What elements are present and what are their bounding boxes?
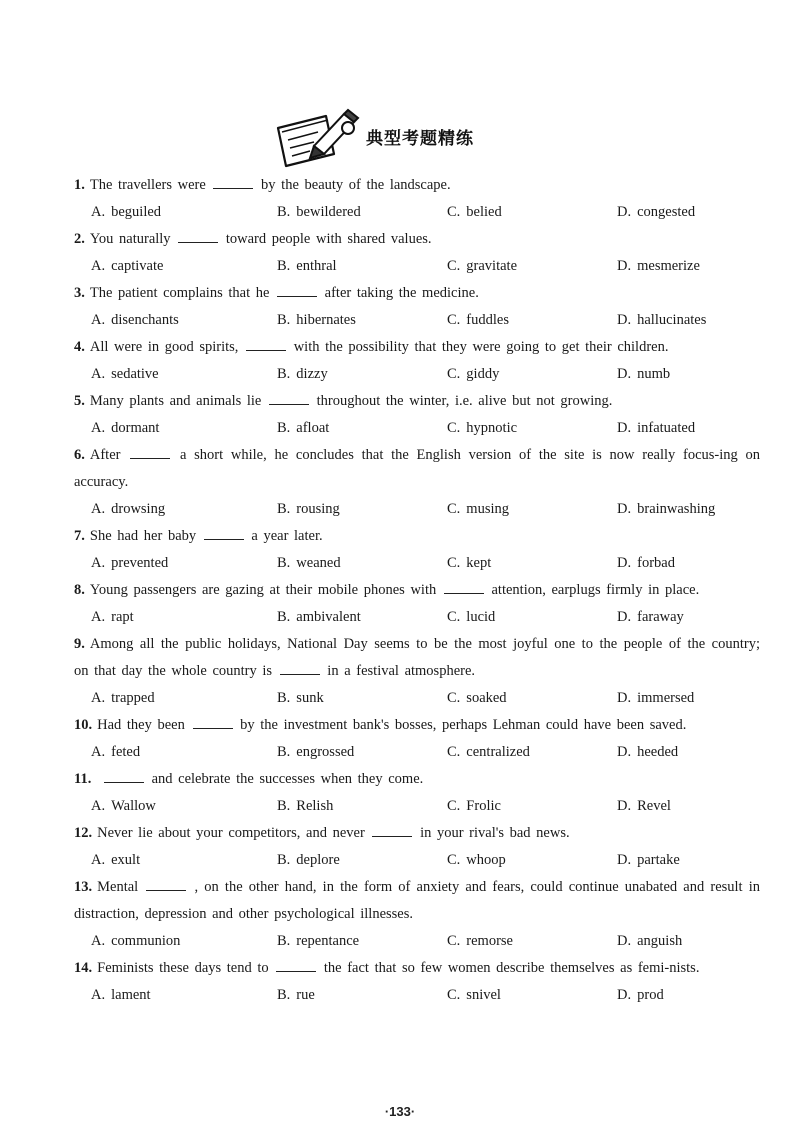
option-text: trapped	[111, 690, 155, 706]
option-letter: A.	[91, 744, 106, 760]
question-item	[74, 631, 760, 712]
answer-option[interactable]	[277, 847, 447, 874]
answer-option[interactable]	[447, 928, 617, 955]
option-text: beguiled	[111, 204, 162, 220]
option-letter: C.	[447, 258, 461, 274]
option-letter: A.	[91, 987, 106, 1003]
answer-options	[74, 496, 760, 523]
answer-option[interactable]	[277, 415, 447, 442]
answer-option[interactable]	[617, 253, 757, 280]
option-letter: C.	[447, 420, 461, 436]
answer-option[interactable]	[277, 982, 447, 1009]
answer-option[interactable]	[617, 847, 757, 874]
option-letter: C.	[447, 798, 461, 814]
question-number: 12.	[74, 825, 93, 841]
option-letter: C.	[447, 609, 461, 625]
answer-options	[74, 793, 760, 820]
option-text: sedative	[111, 366, 159, 382]
answer-blank[interactable]	[276, 959, 316, 972]
option-letter: A.	[91, 501, 106, 517]
question-stem	[74, 955, 760, 982]
stem-text-before: Mental	[97, 879, 139, 895]
answer-option[interactable]	[277, 739, 447, 766]
stem-text-after: with the possibility that they were going to get their children.	[293, 339, 669, 355]
answer-option[interactable]	[91, 307, 277, 334]
option-letter: D.	[617, 420, 632, 436]
stem-text-before: You naturally	[89, 231, 171, 247]
stem-text-after: , on the other hand, in the form of anxiety and fears, could continue unabated and result in distraction, depression and other psychological illnesses.	[74, 879, 761, 922]
option-text: Wallow	[111, 798, 156, 814]
answer-option[interactable]	[617, 361, 757, 388]
stem-text-after: after taking the medicine.	[324, 285, 479, 301]
option-text: anguish	[637, 933, 683, 949]
question-item	[74, 280, 760, 334]
answer-option[interactable]	[447, 361, 617, 388]
option-letter: B.	[277, 609, 291, 625]
answer-option[interactable]	[277, 550, 447, 577]
stem-text-before: Had they been	[97, 717, 185, 733]
question-stem	[74, 874, 760, 928]
option-letter: A.	[91, 555, 106, 571]
answer-option[interactable]	[447, 253, 617, 280]
option-letter: B.	[277, 744, 291, 760]
option-text: heeded	[637, 744, 679, 760]
option-text: hibernates	[296, 312, 356, 328]
question-number: 13.	[74, 879, 93, 895]
stem-text-after: by the beauty of the landscape.	[261, 177, 451, 193]
answer-option[interactable]	[447, 847, 617, 874]
question-stem	[74, 226, 760, 253]
answer-option[interactable]	[277, 253, 447, 280]
answer-option[interactable]	[91, 982, 277, 1009]
option-text: numb	[637, 366, 671, 382]
answer-option[interactable]	[277, 496, 447, 523]
question-number: 10.	[74, 717, 93, 733]
option-letter: B.	[277, 312, 291, 328]
question-item	[74, 334, 760, 388]
option-text: enthral	[296, 258, 337, 274]
option-text: drowsing	[111, 501, 166, 517]
question-number: 8.	[74, 582, 85, 598]
answer-option[interactable]	[447, 793, 617, 820]
option-text: centralized	[466, 744, 530, 760]
option-letter: C.	[447, 312, 461, 328]
answer-option[interactable]	[617, 982, 757, 1009]
answer-blank[interactable]	[444, 581, 484, 594]
option-letter: B.	[277, 204, 291, 220]
answer-option[interactable]	[617, 685, 757, 712]
option-text: Relish	[296, 798, 334, 814]
option-text: brainwashing	[637, 501, 716, 517]
question-number: 9.	[74, 636, 85, 652]
option-letter: D.	[617, 690, 632, 706]
answer-option[interactable]	[617, 199, 757, 226]
option-text: repentance	[296, 933, 360, 949]
option-letter: D.	[617, 609, 632, 625]
question-number: 4.	[74, 339, 85, 355]
option-letter: A.	[91, 204, 106, 220]
stem-text-before: The patient complains that he	[89, 285, 270, 301]
option-letter: C.	[447, 366, 461, 382]
option-letter: D.	[617, 744, 632, 760]
question-item	[74, 874, 760, 955]
option-text: kept	[466, 555, 492, 571]
option-text: exult	[111, 852, 141, 868]
option-text: weaned	[296, 555, 341, 571]
answer-options	[74, 685, 760, 712]
option-text: Frolic	[466, 798, 501, 814]
option-text: disenchants	[111, 312, 179, 328]
answer-options	[74, 199, 760, 226]
question-item	[74, 388, 760, 442]
question-stem	[74, 631, 760, 685]
option-text: partake	[637, 852, 680, 868]
option-text: prevented	[111, 555, 169, 571]
answer-option[interactable]	[91, 415, 277, 442]
section-header	[0, 104, 800, 168]
answer-option[interactable]	[447, 496, 617, 523]
option-letter: D.	[617, 798, 632, 814]
answer-options	[74, 415, 760, 442]
question-stem	[74, 577, 760, 604]
option-text: feted	[111, 744, 141, 760]
option-text: Revel	[637, 798, 671, 814]
answer-blank[interactable]	[277, 284, 317, 297]
stem-text-before: Feminists these days tend to	[97, 960, 269, 976]
option-letter: D.	[617, 987, 632, 1003]
stem-text-after: by the investment bank's bosses, perhaps Lehman could have been saved.	[240, 717, 687, 733]
option-letter: D.	[617, 258, 632, 274]
question-number: 5.	[74, 393, 85, 409]
option-text: communion	[111, 933, 181, 949]
answer-option[interactable]	[91, 604, 277, 631]
answer-blank[interactable]	[146, 878, 186, 891]
option-letter: C.	[447, 501, 461, 517]
option-text: bewildered	[296, 204, 361, 220]
answer-option[interactable]	[447, 982, 617, 1009]
question-number: 3.	[74, 285, 85, 301]
option-letter: C.	[447, 690, 461, 706]
option-text: fuddles	[466, 312, 509, 328]
stem-text-after: in a festival atmosphere.	[327, 663, 476, 679]
answer-options	[74, 253, 760, 280]
option-letter: A.	[91, 798, 106, 814]
option-letter: A.	[91, 366, 106, 382]
answer-option[interactable]	[91, 496, 277, 523]
answer-option[interactable]	[277, 604, 447, 631]
question-item	[74, 577, 760, 631]
option-text: infatuated	[637, 420, 696, 436]
question-stem	[74, 172, 760, 199]
answer-option[interactable]	[617, 604, 757, 631]
answer-option[interactable]	[277, 928, 447, 955]
option-letter: B.	[277, 501, 291, 517]
stem-text-after: a year later.	[251, 528, 323, 544]
question-stem	[74, 712, 760, 739]
option-letter: A.	[91, 420, 106, 436]
answer-option[interactable]	[617, 928, 757, 955]
answer-option[interactable]	[617, 415, 757, 442]
stem-text-before: Never lie about your competitors, and never	[97, 825, 365, 841]
answer-option[interactable]	[617, 307, 757, 334]
option-text: mesmerize	[637, 258, 700, 274]
option-letter: D.	[617, 501, 632, 517]
option-letter: D.	[617, 204, 632, 220]
option-text: immersed	[637, 690, 695, 706]
option-text: snivel	[466, 987, 501, 1003]
stem-text-after: and celebrate the successes when they come.	[151, 771, 424, 787]
answer-option[interactable]	[447, 415, 617, 442]
question-item	[74, 226, 760, 280]
option-letter: C.	[447, 933, 461, 949]
option-letter: B.	[277, 258, 291, 274]
question-stem	[74, 766, 760, 793]
option-letter: A.	[91, 852, 106, 868]
option-letter: B.	[277, 987, 291, 1003]
stem-text-before: All were in good spirits,	[89, 339, 239, 355]
question-number: 1.	[74, 177, 85, 193]
answer-option[interactable]	[447, 739, 617, 766]
answer-blank[interactable]	[280, 662, 320, 675]
question-item	[74, 172, 760, 226]
question-number: 14.	[74, 960, 93, 976]
stem-text-before: She had her baby	[89, 528, 197, 544]
option-letter: A.	[91, 933, 106, 949]
answer-option[interactable]	[91, 847, 277, 874]
answer-options	[74, 739, 760, 766]
option-text: rapt	[111, 609, 134, 625]
option-letter: B.	[277, 690, 291, 706]
stem-text-before: Young passengers are gazing at their mobile phones with	[89, 582, 437, 598]
answer-blank[interactable]	[130, 446, 170, 459]
question-item	[74, 820, 760, 874]
answer-options	[74, 982, 760, 1009]
option-letter: A.	[91, 312, 106, 328]
answer-option[interactable]	[277, 199, 447, 226]
option-letter: D.	[617, 555, 632, 571]
answer-option[interactable]	[617, 739, 757, 766]
answer-option[interactable]	[91, 739, 277, 766]
option-text: remorse	[466, 933, 513, 949]
answer-blank[interactable]	[204, 527, 244, 540]
answer-options	[74, 847, 760, 874]
stem-text-after: a short while, he concludes that the English version of the site is now really focus-ing on accuracy.	[74, 447, 761, 490]
answer-blank[interactable]	[193, 716, 233, 729]
question-stem	[74, 334, 760, 361]
question-stem	[74, 280, 760, 307]
option-text: captivate	[111, 258, 164, 274]
stem-text-before: After	[89, 447, 121, 463]
option-text: belied	[466, 204, 502, 220]
answer-options	[74, 550, 760, 577]
answer-option[interactable]	[91, 253, 277, 280]
option-text: ambivalent	[296, 609, 361, 625]
answer-blank[interactable]	[246, 338, 286, 351]
answer-option[interactable]	[91, 199, 277, 226]
option-letter: C.	[447, 744, 461, 760]
option-text: prod	[637, 987, 664, 1003]
option-letter: D.	[617, 852, 632, 868]
answer-blank[interactable]	[213, 176, 253, 189]
option-text: rue	[296, 987, 315, 1003]
answer-option[interactable]	[91, 793, 277, 820]
stem-text-after: in your rival's bad news.	[420, 825, 570, 841]
option-letter: B.	[277, 420, 291, 436]
answer-option[interactable]	[91, 928, 277, 955]
question-stem	[74, 388, 760, 415]
question-number: 2.	[74, 231, 85, 247]
answer-option[interactable]	[447, 550, 617, 577]
option-text: gravitate	[466, 258, 518, 274]
question-stem	[74, 523, 760, 550]
option-text: rousing	[296, 501, 340, 517]
answer-blank[interactable]	[178, 230, 218, 243]
question-number: 7.	[74, 528, 85, 544]
answer-options	[74, 604, 760, 631]
answer-option[interactable]	[617, 550, 757, 577]
section-title: 典型考题精练	[366, 129, 474, 149]
answer-option[interactable]	[617, 496, 757, 523]
option-letter: D.	[617, 366, 632, 382]
option-text: dormant	[111, 420, 160, 436]
pencil-paper-icon	[274, 106, 362, 168]
answer-option[interactable]	[447, 604, 617, 631]
answer-options	[74, 928, 760, 955]
option-text: hypnotic	[466, 420, 518, 436]
answer-option[interactable]	[91, 550, 277, 577]
answer-blank[interactable]	[104, 770, 144, 783]
option-letter: D.	[617, 312, 632, 328]
option-text: lament	[111, 987, 151, 1003]
option-letter: A.	[91, 690, 106, 706]
page-number: ·133·	[384, 1104, 416, 1119]
answer-option[interactable]	[617, 793, 757, 820]
option-text: soaked	[466, 690, 507, 706]
option-text: sunk	[296, 690, 324, 706]
option-letter: B.	[277, 366, 291, 382]
option-letter: A.	[91, 609, 106, 625]
stem-text-before: The travellers were	[89, 177, 206, 193]
question-item	[74, 442, 760, 523]
option-letter: C.	[447, 987, 461, 1003]
option-letter: C.	[447, 204, 461, 220]
question-number: 11.	[74, 771, 92, 787]
option-letter: C.	[447, 852, 461, 868]
answer-blank[interactable]	[372, 824, 412, 837]
stem-text-after: throughout the winter, i.e. alive but not growing.	[316, 393, 613, 409]
option-text: musing	[466, 501, 509, 517]
question-stem	[74, 442, 760, 496]
option-letter: A.	[91, 258, 106, 274]
answer-option[interactable]	[447, 199, 617, 226]
question-item	[74, 766, 760, 820]
option-text: hallucinates	[637, 312, 707, 328]
answer-option[interactable]	[447, 307, 617, 334]
option-letter: C.	[447, 555, 461, 571]
option-text: afloat	[296, 420, 330, 436]
answer-options	[74, 361, 760, 388]
option-text: engrossed	[296, 744, 355, 760]
question-item	[74, 523, 760, 577]
question-list	[74, 172, 760, 1009]
option-text: lucid	[466, 609, 496, 625]
stem-text-before: Many plants and animals lie	[89, 393, 262, 409]
option-letter: B.	[277, 798, 291, 814]
stem-text-after: toward people with shared values.	[225, 231, 432, 247]
option-text: forbad	[637, 555, 675, 571]
answer-option[interactable]	[277, 307, 447, 334]
answer-blank[interactable]	[269, 392, 309, 405]
answer-option[interactable]	[91, 361, 277, 388]
question-item	[74, 712, 760, 766]
question-stem	[74, 820, 760, 847]
stem-text-after: attention, earplugs firmly in place.	[491, 582, 700, 598]
stem-text-before: Among all the public holidays, National Day seems to be the most joyful one to the people of the country; on that day the whole country is	[74, 636, 760, 679]
option-text: congested	[637, 204, 696, 220]
option-text: whoop	[466, 852, 506, 868]
answer-options	[74, 307, 760, 334]
option-text: dizzy	[296, 366, 328, 382]
question-item	[74, 955, 760, 1009]
question-number: 6.	[74, 447, 85, 463]
option-text: faraway	[637, 609, 684, 625]
option-text: giddy	[466, 366, 500, 382]
option-letter: B.	[277, 933, 291, 949]
option-letter: B.	[277, 852, 291, 868]
answer-option[interactable]	[277, 793, 447, 820]
answer-option[interactable]	[277, 361, 447, 388]
option-letter: D.	[617, 933, 632, 949]
option-text: deplore	[296, 852, 340, 868]
stem-text-after: the fact that so few women describe themselves as femi-nists.	[323, 960, 700, 976]
option-letter: B.	[277, 555, 291, 571]
answer-option[interactable]	[447, 685, 617, 712]
answer-option[interactable]	[277, 685, 447, 712]
answer-option[interactable]	[91, 685, 277, 712]
